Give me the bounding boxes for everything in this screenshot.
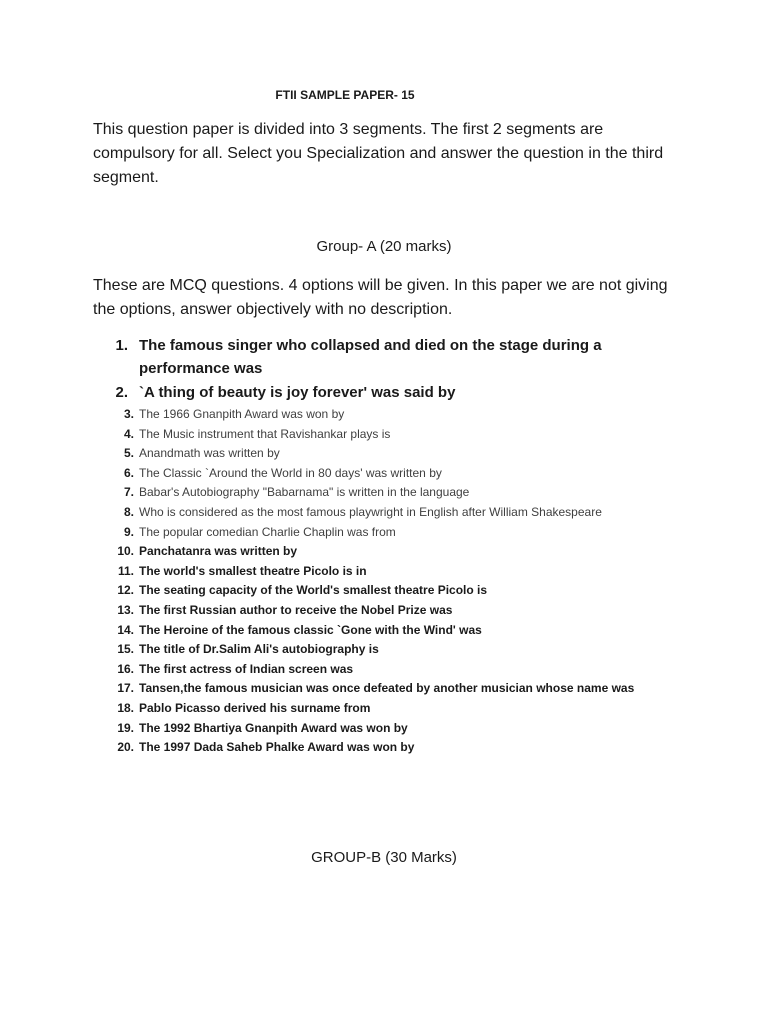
question-number: 9. xyxy=(123,524,134,539)
question-item xyxy=(110,640,650,660)
question-text: The popular comedian Charlie Chaplin was from xyxy=(139,524,396,539)
question-number: 10. xyxy=(117,544,134,559)
question-item xyxy=(110,503,650,523)
question-number: 7. xyxy=(123,485,134,500)
question-number: 11. xyxy=(117,563,134,578)
question-text: The Classic `Around the World in 80 days' was written by xyxy=(139,465,442,480)
question-text: Who is considered as the most famous playwright in English after William Shakespeare xyxy=(139,504,602,519)
question-text: The famous singer who collapsed and died on the stage during a performance was xyxy=(139,337,602,377)
question-number: 20. xyxy=(117,740,134,755)
question-number: 17. xyxy=(117,681,134,696)
question-item xyxy=(110,425,650,445)
question-text: Panchatanra was written by xyxy=(139,544,298,559)
question-text: The 1997 Dada Saheb Phalke Award was won by xyxy=(139,740,415,755)
question-item xyxy=(110,464,650,484)
question-item xyxy=(110,738,650,758)
question-text: Pablo Picasso derived his surname from xyxy=(139,700,371,715)
question-number: 12. xyxy=(117,583,134,598)
group-a-heading: Group- A (20 marks) xyxy=(316,238,452,255)
question-list xyxy=(110,334,650,758)
question-item xyxy=(110,562,650,582)
question-number: 18. xyxy=(117,700,134,715)
question-item xyxy=(110,483,650,503)
question-item xyxy=(110,679,650,699)
intro-paragraph: This question paper is divided into 3 segments. The first 2 segments are compulsory for all. Select you Specialization and answer the question in the third segment. xyxy=(93,121,664,186)
question-number: 13. xyxy=(117,602,134,617)
question-text: Babar's Autobiography "Babarnama" is written in the language xyxy=(139,485,470,500)
question-number: 14. xyxy=(117,622,134,637)
paper-title: FTII SAMPLE PAPER- 15 xyxy=(275,88,415,102)
question-number: 5. xyxy=(123,446,134,461)
question-text: The title of Dr.Salim Ali's autobiography is xyxy=(139,642,379,657)
question-item xyxy=(110,601,650,621)
question-item xyxy=(110,719,650,739)
question-item xyxy=(110,381,650,404)
question-item xyxy=(110,699,650,719)
question-text: Anandmath was written by xyxy=(139,446,280,461)
question-number: 6. xyxy=(123,465,134,480)
question-number: 3. xyxy=(123,407,134,421)
question-text: `A thing of beauty is joy forever' was said by xyxy=(139,384,456,401)
question-text: Tansen,the famous musician was once defeated by another musician whose name was xyxy=(139,681,635,696)
question-item xyxy=(110,444,650,464)
question-text: The Music instrument that Ravishankar plays is xyxy=(139,426,391,441)
question-number: 8. xyxy=(123,504,134,519)
question-text: The seating capacity of the World's smallest theatre Picolo is xyxy=(139,583,488,598)
question-number: 19. xyxy=(117,720,134,735)
mcq-instructions: These are MCQ questions. 4 options will be given. In this paper we are not giving the options, answer objectively with no description. xyxy=(93,277,668,318)
question-number: 16. xyxy=(117,661,134,676)
question-number: 2. xyxy=(115,384,128,401)
question-number: 4. xyxy=(123,426,134,441)
group-b-heading: GROUP-B (30 Marks) xyxy=(311,849,457,866)
question-text: The 1992 Bhartiya Gnanpith Award was won by xyxy=(139,720,408,735)
question-text: The world's smallest theatre Picolo is in xyxy=(139,563,367,578)
question-number: 1. xyxy=(115,337,128,354)
question-item xyxy=(110,581,650,601)
question-text: The first actress of Indian screen was xyxy=(139,661,354,676)
question-item xyxy=(110,660,650,680)
question-item xyxy=(110,405,650,425)
question-text: The first Russian author to receive the Nobel Prize was xyxy=(139,602,453,617)
question-item xyxy=(110,542,650,562)
question-text: The 1966 Gnanpith Award was won by xyxy=(139,407,345,421)
question-item xyxy=(110,621,650,641)
question-item xyxy=(110,334,650,380)
question-item xyxy=(110,523,650,543)
question-text: The Heroine of the famous classic `Gone with the Wind' was xyxy=(139,622,482,637)
question-number: 15. xyxy=(117,642,134,657)
